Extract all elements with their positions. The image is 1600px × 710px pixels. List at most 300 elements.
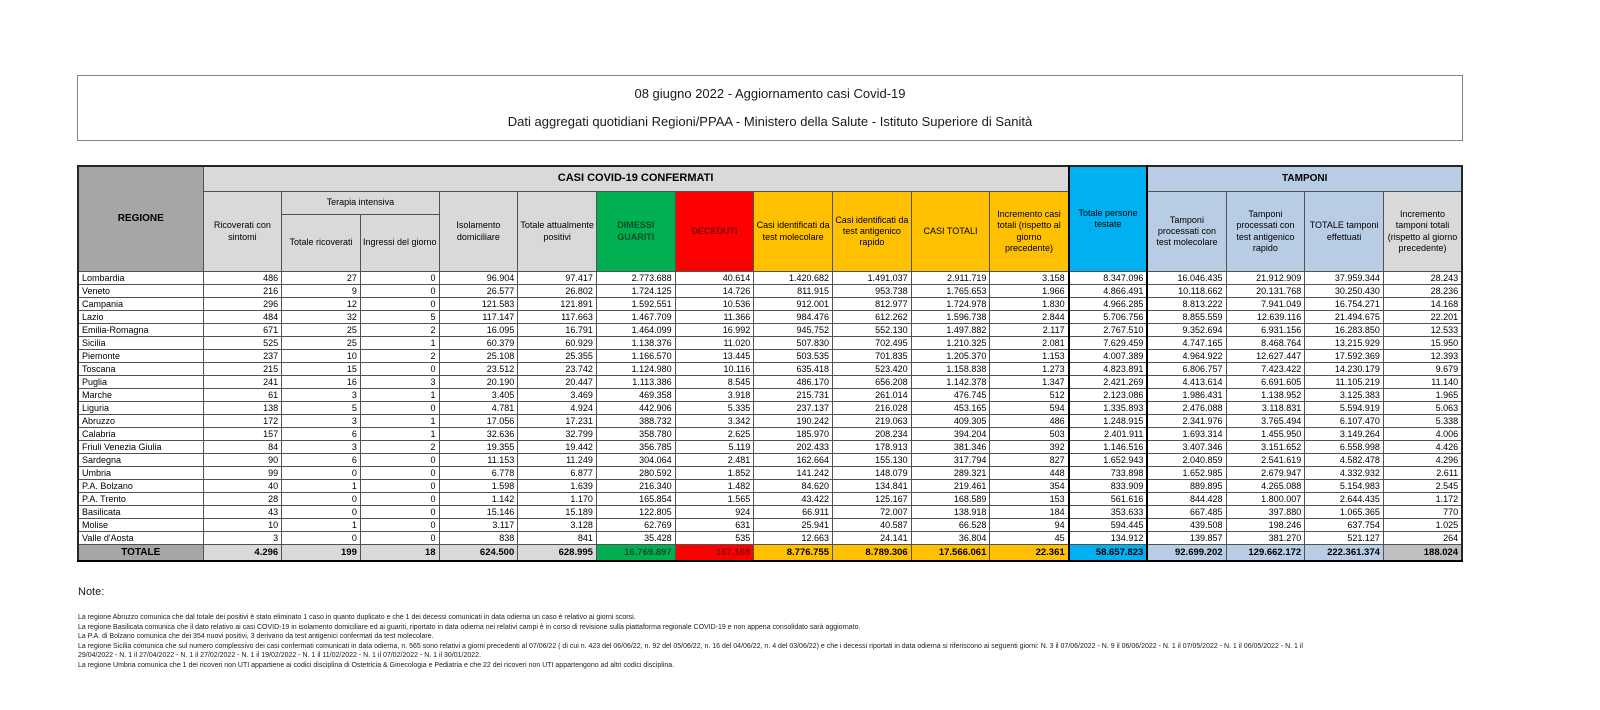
note-line: La P.A. di Bolzano comunica che dei 354 nuovi positivi, 3 derivano da test antigenici confermati da test molecolare.	[78, 633, 434, 641]
table-row	[78, 311, 1462, 324]
cell-totale-persone-testate: 5.706.756	[1069, 311, 1148, 324]
cell-terapia-intensiva-totale: 16	[282, 376, 361, 389]
cell-tamponi-test-antigenico-rapido: 7.423.422	[1226, 363, 1305, 376]
cell-terapia-intensiva-ingressi: 0	[360, 506, 439, 519]
group-header-terapia-intensiva: Terapia intensiva	[282, 192, 439, 215]
cell-dimessi-guariti: 358.780	[596, 428, 675, 441]
cell-casi-totali: 453.165	[911, 402, 990, 415]
cell-casi-test-molecolare: 635.418	[754, 363, 833, 376]
cell-ricoverati-con-sintomi: 99	[203, 467, 282, 480]
cell-incremento-tamponi-totali: 5.063	[1383, 402, 1462, 415]
region-name: P.A. Bolzano	[78, 480, 203, 493]
cell-tamponi-test-antigenico-rapido: 6.691.605	[1226, 376, 1305, 389]
cell-tamponi-test-antigenico-rapido: 20.131.768	[1226, 285, 1305, 298]
cell-terapia-intensiva-totale: 1	[282, 519, 361, 532]
cell-incremento-casi-totali: 94	[990, 519, 1069, 532]
cell-totale-persone-testate: 2.421.269	[1069, 376, 1148, 389]
cell-dimessi-guariti: 1.124.980	[596, 363, 675, 376]
cell-casi-test-molecolare: 84.620	[754, 480, 833, 493]
region-name: Puglia	[78, 376, 203, 389]
cell-terapia-intensiva-totale: 3	[282, 441, 361, 454]
total-terapia-intensiva-totale: 199	[282, 545, 361, 562]
table-row	[78, 415, 1462, 428]
column-header-incremento-tamponi: Incremento tamponi totali (rispetto al giorno precedente)	[1383, 192, 1462, 272]
cell-casi-test-antigenico-rapido: 134.841	[833, 480, 912, 493]
cell-tamponi-test-molecolare: 4.413.614	[1147, 376, 1226, 389]
total-casi-test-molecolare: 8.776.755	[754, 545, 833, 562]
cell-totale-persone-testate: 1.248.915	[1069, 415, 1148, 428]
cell-tamponi-test-antigenico-rapido: 3.765.494	[1226, 415, 1305, 428]
cell-ricoverati-con-sintomi: 671	[203, 324, 282, 337]
cell-terapia-intensiva-totale: 25	[282, 324, 361, 337]
column-header-totale-tamponi: TOTALE tamponi effettuati	[1305, 192, 1384, 272]
cell-incremento-casi-totali: 3.158	[990, 272, 1069, 285]
column-header-ricoverati: Ricoverati con sintomi	[203, 192, 282, 272]
group-header-tamponi: TAMPONI	[1147, 166, 1462, 192]
cell-isolamento-domiciliare: 6.778	[439, 467, 518, 480]
region-name: Piemonte	[78, 350, 203, 363]
cell-tamponi-test-antigenico-rapido: 2.679.947	[1226, 467, 1305, 480]
cell-terapia-intensiva-ingressi: 1	[360, 415, 439, 428]
cell-terapia-intensiva-totale: 0	[282, 467, 361, 480]
cell-totale-attualmente-positivi: 26.802	[518, 285, 597, 298]
table-row	[78, 298, 1462, 311]
table-row	[78, 350, 1462, 363]
cell-ricoverati-con-sintomi: 28	[203, 493, 282, 506]
cell-casi-test-molecolare: 202.433	[754, 441, 833, 454]
cell-tamponi-test-molecolare: 889.895	[1147, 480, 1226, 493]
cell-casi-totali: 1.142.378	[911, 376, 990, 389]
cell-casi-test-antigenico-rapido: 701.835	[833, 350, 912, 363]
cell-tamponi-test-molecolare: 4.964.922	[1147, 350, 1226, 363]
cell-casi-test-antigenico-rapido: 612.262	[833, 311, 912, 324]
cell-isolamento-domiciliare: 1.598	[439, 480, 518, 493]
cell-isolamento-domiciliare: 23.512	[439, 363, 518, 376]
cell-casi-test-antigenico-rapido: 148.079	[833, 467, 912, 480]
cell-totale-tamponi-effettuati: 2.644.435	[1305, 493, 1384, 506]
cell-incremento-tamponi-totali: 264	[1383, 532, 1462, 545]
cell-totale-attualmente-positivi: 60.929	[518, 337, 597, 350]
cell-casi-test-antigenico-rapido: 178.913	[833, 441, 912, 454]
covid-data-table	[77, 165, 1463, 562]
cell-casi-test-molecolare: 215.731	[754, 389, 833, 402]
column-header-regione: REGIONE	[78, 166, 203, 272]
cell-deceduti: 40.614	[675, 272, 754, 285]
page-subtitle: Dati aggregati quotidiani Regioni/PPAA - Ministero della Salute - Istituto Superiore di Sanità	[507, 114, 1033, 129]
cell-casi-totali: 476.745	[911, 389, 990, 402]
cell-incremento-tamponi-totali: 12.533	[1383, 324, 1462, 337]
column-header-casi-totali: CASI TOTALI	[911, 192, 990, 272]
cell-totale-tamponi-effettuati: 4.332.932	[1305, 467, 1384, 480]
cell-deceduti: 1.565	[675, 493, 754, 506]
column-header-terapia-ingressi: Ingressi del giorno	[360, 215, 439, 272]
cell-casi-test-molecolare: 503.535	[754, 350, 833, 363]
cell-totale-tamponi-effettuati: 13.215.929	[1305, 337, 1384, 350]
cell-casi-test-antigenico-rapido: 216.028	[833, 402, 912, 415]
cell-tamponi-test-antigenico-rapido: 3.118.831	[1226, 402, 1305, 415]
cell-tamponi-test-molecolare: 8.813.222	[1147, 298, 1226, 311]
table-header	[78, 166, 1462, 272]
cell-terapia-intensiva-totale: 25	[282, 337, 361, 350]
total-totale-persone-testate: 58.657.823	[1069, 545, 1148, 562]
cell-deceduti: 535	[675, 532, 754, 545]
cell-dimessi-guariti: 469.358	[596, 389, 675, 402]
cell-ricoverati-con-sintomi: 296	[203, 298, 282, 311]
cell-dimessi-guariti: 1.467.709	[596, 311, 675, 324]
cell-dimessi-guariti: 122.805	[596, 506, 675, 519]
cell-casi-test-antigenico-rapido: 261.014	[833, 389, 912, 402]
cell-totale-tamponi-effettuati: 14.230.179	[1305, 363, 1384, 376]
cell-incremento-casi-totali: 827	[990, 454, 1069, 467]
cell-tamponi-test-molecolare: 8.855.559	[1147, 311, 1226, 324]
cell-incremento-casi-totali: 594	[990, 402, 1069, 415]
cell-ricoverati-con-sintomi: 61	[203, 389, 282, 402]
cell-dimessi-guariti: 1.592.551	[596, 298, 675, 311]
cell-totale-persone-testate: 4.866.491	[1069, 285, 1148, 298]
cell-incremento-casi-totali: 1.830	[990, 298, 1069, 311]
cell-totale-tamponi-effettuati: 30.250.430	[1305, 285, 1384, 298]
cell-incremento-tamponi-totali: 1.025	[1383, 519, 1462, 532]
cell-totale-attualmente-positivi: 841	[518, 532, 597, 545]
cell-dimessi-guariti: 35.428	[596, 532, 675, 545]
cell-ricoverati-con-sintomi: 10	[203, 519, 282, 532]
cell-totale-tamponi-effettuati: 3.149.264	[1305, 428, 1384, 441]
cell-isolamento-domiciliare: 19.355	[439, 441, 518, 454]
cell-totale-attualmente-positivi: 4.924	[518, 402, 597, 415]
total-tamponi-test-antigenico-rapido: 129.662.172	[1226, 545, 1305, 562]
cell-incremento-casi-totali: 153	[990, 493, 1069, 506]
cell-totale-persone-testate: 7.629.459	[1069, 337, 1148, 350]
cell-totale-persone-testate: 561.616	[1069, 493, 1148, 506]
column-header-tamponi-molecolare: Tamponi processati con test molecolare	[1147, 192, 1226, 272]
total-isolamento-domiciliare: 624.500	[439, 545, 518, 562]
cell-isolamento-domiciliare: 96.904	[439, 272, 518, 285]
cell-totale-tamponi-effettuati: 5.154.983	[1305, 480, 1384, 493]
cell-totale-persone-testate: 1.652.943	[1069, 454, 1148, 467]
cell-totale-persone-testate: 2.401.911	[1069, 428, 1148, 441]
cell-casi-test-antigenico-rapido: 24.141	[833, 532, 912, 545]
cell-casi-test-antigenico-rapido: 208.234	[833, 428, 912, 441]
cell-totale-persone-testate: 1.335.893	[1069, 402, 1148, 415]
region-name: Sardegna	[78, 454, 203, 467]
cell-isolamento-domiciliare: 16.095	[439, 324, 518, 337]
cell-isolamento-domiciliare: 117.147	[439, 311, 518, 324]
cell-terapia-intensiva-totale: 9	[282, 285, 361, 298]
cell-tamponi-test-molecolare: 2.476.088	[1147, 402, 1226, 415]
cell-casi-test-molecolare: 66.911	[754, 506, 833, 519]
region-name: Basilicata	[78, 506, 203, 519]
column-header-terapia-totale: Totale ricoverati	[282, 215, 361, 272]
cell-casi-test-molecolare: 811.915	[754, 285, 833, 298]
cell-incremento-casi-totali: 354	[990, 480, 1069, 493]
cell-ricoverati-con-sintomi: 216	[203, 285, 282, 298]
cell-ricoverati-con-sintomi: 486	[203, 272, 282, 285]
cell-terapia-intensiva-ingressi: 0	[360, 454, 439, 467]
cell-tamponi-test-antigenico-rapido: 6.931.156	[1226, 324, 1305, 337]
cell-terapia-intensiva-ingressi: 0	[360, 532, 439, 545]
cell-dimessi-guariti: 388.732	[596, 415, 675, 428]
cell-terapia-intensiva-totale: 32	[282, 311, 361, 324]
group-header-casi-confermati: CASI COVID-19 CONFERMATI	[203, 166, 1069, 192]
cell-ricoverati-con-sintomi: 40	[203, 480, 282, 493]
cell-incremento-tamponi-totali: 14.168	[1383, 298, 1462, 311]
region-name: P.A. Trento	[78, 493, 203, 506]
cell-tamponi-test-antigenico-rapido: 8.468.764	[1226, 337, 1305, 350]
page-title: 08 giugno 2022 - Aggiornamento casi Covid-19	[634, 86, 906, 101]
table-row	[78, 454, 1462, 467]
cell-totale-tamponi-effettuati: 4.582.478	[1305, 454, 1384, 467]
column-header-incremento-casi: Incremento casi totali (rispetto al giorno precedente)	[990, 192, 1069, 272]
cell-casi-totali: 2.911.719	[911, 272, 990, 285]
cell-casi-test-molecolare: 185.970	[754, 428, 833, 441]
cell-totale-attualmente-positivi: 17.231	[518, 415, 597, 428]
cell-ricoverati-con-sintomi: 43	[203, 506, 282, 519]
cell-tamponi-test-antigenico-rapido: 397.880	[1226, 506, 1305, 519]
cell-totale-persone-testate: 4.007.389	[1069, 350, 1148, 363]
cell-terapia-intensiva-ingressi: 0	[360, 298, 439, 311]
cell-casi-totali: 168.589	[911, 493, 990, 506]
cell-casi-totali: 219.461	[911, 480, 990, 493]
cell-totale-attualmente-positivi: 16.791	[518, 324, 597, 337]
cell-totale-attualmente-positivi: 23.742	[518, 363, 597, 376]
cell-casi-totali: 1.765.653	[911, 285, 990, 298]
cell-incremento-tamponi-totali: 28.236	[1383, 285, 1462, 298]
cell-dimessi-guariti: 442.906	[596, 402, 675, 415]
note-line: 29/04/2022 - N. 1 il 27/04/2022 - N. 1 il 27/02/2022 - N. 1 il 19/02/2022 - N. 1 il 11/02/2022 - N. 1 il 07/02/2022 - N. 1 il 30/01/2022.	[78, 652, 482, 660]
cell-terapia-intensiva-totale: 5	[282, 402, 361, 415]
column-header-deceduti: DECEDUTI	[675, 192, 754, 272]
table-row	[78, 376, 1462, 389]
total-dimessi-guariti: 16.769.897	[596, 545, 675, 562]
notes-lines	[78, 613, 1548, 671]
cell-ricoverati-con-sintomi: 172	[203, 415, 282, 428]
cell-incremento-tamponi-totali: 4.296	[1383, 454, 1462, 467]
notes-section	[78, 586, 1548, 671]
cell-casi-test-molecolare: 25.941	[754, 519, 833, 532]
cell-totale-attualmente-positivi: 20.447	[518, 376, 597, 389]
region-name: Liguria	[78, 402, 203, 415]
cell-tamponi-test-antigenico-rapido: 12.627.447	[1226, 350, 1305, 363]
region-name: Veneto	[78, 285, 203, 298]
cell-tamponi-test-molecolare: 1.693.314	[1147, 428, 1226, 441]
cell-incremento-tamponi-totali: 1.172	[1383, 493, 1462, 506]
cell-incremento-tamponi-totali: 770	[1383, 506, 1462, 519]
region-name: Marche	[78, 389, 203, 402]
cell-deceduti: 11.020	[675, 337, 754, 350]
cell-incremento-tamponi-totali: 1.965	[1383, 389, 1462, 402]
cell-incremento-casi-totali: 503	[990, 428, 1069, 441]
cell-tamponi-test-antigenico-rapido: 12.639.116	[1226, 311, 1305, 324]
table-row	[78, 493, 1462, 506]
cell-terapia-intensiva-totale: 0	[282, 506, 361, 519]
cell-totale-persone-testate: 4.966.285	[1069, 298, 1148, 311]
cell-terapia-intensiva-ingressi: 1	[360, 389, 439, 402]
cell-tamponi-test-molecolare: 439.508	[1147, 519, 1226, 532]
cell-incremento-tamponi-totali: 5.338	[1383, 415, 1462, 428]
cell-totale-tamponi-effettuati: 11.105.219	[1305, 376, 1384, 389]
cell-dimessi-guariti: 1.464.099	[596, 324, 675, 337]
cell-terapia-intensiva-totale: 10	[282, 350, 361, 363]
cell-tamponi-test-antigenico-rapido: 198.246	[1226, 519, 1305, 532]
cell-terapia-intensiva-totale: 1	[282, 480, 361, 493]
cell-totale-attualmente-positivi: 25.355	[518, 350, 597, 363]
cell-terapia-intensiva-ingressi: 0	[360, 467, 439, 480]
cell-ricoverati-con-sintomi: 215	[203, 363, 282, 376]
cell-dimessi-guariti: 1.724.125	[596, 285, 675, 298]
region-name: Valle d'Aosta	[78, 532, 203, 545]
cell-terapia-intensiva-ingressi: 2	[360, 350, 439, 363]
total-incremento-casi-totali: 22.361	[990, 545, 1069, 562]
column-header-casi-molecolare: Casi identificati da test molecolare	[754, 192, 833, 272]
cell-casi-test-molecolare: 945.752	[754, 324, 833, 337]
cell-tamponi-test-molecolare: 139.857	[1147, 532, 1226, 545]
cell-terapia-intensiva-totale: 6	[282, 454, 361, 467]
cell-dimessi-guariti: 216.340	[596, 480, 675, 493]
total-incremento-tamponi-totali: 188.024	[1383, 545, 1462, 562]
table-row	[78, 428, 1462, 441]
cell-casi-totali: 394.204	[911, 428, 990, 441]
cell-totale-persone-testate: 8.347.096	[1069, 272, 1148, 285]
note-line: La regione Basilicata comunica che il dato relativo ai casi COVID-19 in isolamento domiciliare ed ai guariti, riportato in data odierna nei relativi campi è in corso di revisione sulla piattaforma regionale COVID-19 e non appena consolidato sarà aggiornato.	[78, 623, 861, 631]
cell-ricoverati-con-sintomi: 3	[203, 532, 282, 545]
cell-tamponi-test-molecolare: 2.040.859	[1147, 454, 1226, 467]
cell-ricoverati-con-sintomi: 525	[203, 337, 282, 350]
cell-ricoverati-con-sintomi: 237	[203, 350, 282, 363]
table-body	[78, 272, 1462, 545]
cell-totale-attualmente-positivi: 19.442	[518, 441, 597, 454]
cell-deceduti: 5.119	[675, 441, 754, 454]
cell-deceduti: 3.918	[675, 389, 754, 402]
cell-totale-tamponi-effettuati: 637.754	[1305, 519, 1384, 532]
cell-incremento-tamponi-totali: 4.426	[1383, 441, 1462, 454]
cell-deceduti: 924	[675, 506, 754, 519]
cell-casi-test-molecolare: 162.664	[754, 454, 833, 467]
cell-terapia-intensiva-ingressi: 0	[360, 493, 439, 506]
cell-casi-test-molecolare: 141.242	[754, 467, 833, 480]
cell-isolamento-domiciliare: 17.056	[439, 415, 518, 428]
cell-totale-persone-testate: 134.912	[1069, 532, 1148, 545]
table-row	[78, 272, 1462, 285]
cell-casi-test-antigenico-rapido: 72.007	[833, 506, 912, 519]
cell-totale-persone-testate: 1.146.516	[1069, 441, 1148, 454]
cell-isolamento-domiciliare: 32.636	[439, 428, 518, 441]
cell-incremento-tamponi-totali: 2.545	[1383, 480, 1462, 493]
table-row	[78, 324, 1462, 337]
column-header-persone-testate: Totale persone testate	[1069, 166, 1148, 272]
cell-deceduti: 3.342	[675, 415, 754, 428]
cell-isolamento-domiciliare: 60.379	[439, 337, 518, 350]
cell-totale-tamponi-effettuati: 1.065.365	[1305, 506, 1384, 519]
cell-tamponi-test-molecolare: 4.747.165	[1147, 337, 1226, 350]
total-terapia-intensiva-ingressi: 18	[360, 545, 439, 562]
cell-ricoverati-con-sintomi: 84	[203, 441, 282, 454]
cell-isolamento-domiciliare: 1.142	[439, 493, 518, 506]
total-tamponi-test-molecolare: 92.699.202	[1147, 545, 1226, 562]
region-name: Emilia-Romagna	[78, 324, 203, 337]
cell-casi-totali: 289.321	[911, 467, 990, 480]
total-row	[78, 545, 1462, 562]
cell-tamponi-test-antigenico-rapido: 1.138.952	[1226, 389, 1305, 402]
cell-isolamento-domiciliare: 15.146	[439, 506, 518, 519]
cell-casi-test-molecolare: 190.242	[754, 415, 833, 428]
cell-isolamento-domiciliare: 25.108	[439, 350, 518, 363]
cell-incremento-casi-totali: 2.081	[990, 337, 1069, 350]
cell-casi-test-antigenico-rapido: 219.063	[833, 415, 912, 428]
cell-totale-tamponi-effettuati: 37.959.344	[1305, 272, 1384, 285]
cell-incremento-casi-totali: 448	[990, 467, 1069, 480]
region-name: Abruzzo	[78, 415, 203, 428]
cell-deceduti: 16.992	[675, 324, 754, 337]
table-row	[78, 363, 1462, 376]
cell-dimessi-guariti: 1.113.386	[596, 376, 675, 389]
table-row	[78, 389, 1462, 402]
cell-casi-totali: 317.794	[911, 454, 990, 467]
cell-isolamento-domiciliare: 838	[439, 532, 518, 545]
cell-deceduti: 5.335	[675, 402, 754, 415]
table-row	[78, 467, 1462, 480]
cell-casi-totali: 1.210.325	[911, 337, 990, 350]
total-casi-test-antigenico-rapido: 8.789.306	[833, 545, 912, 562]
cell-incremento-casi-totali: 512	[990, 389, 1069, 402]
cell-dimessi-guariti: 280.592	[596, 467, 675, 480]
cell-terapia-intensiva-ingressi: 2	[360, 324, 439, 337]
cell-casi-totali: 66.528	[911, 519, 990, 532]
cell-terapia-intensiva-ingressi: 5	[360, 311, 439, 324]
table-row	[78, 337, 1462, 350]
cell-deceduti: 2.481	[675, 454, 754, 467]
cell-casi-test-molecolare: 237.137	[754, 402, 833, 415]
cell-casi-test-antigenico-rapido: 1.491.037	[833, 272, 912, 285]
cell-terapia-intensiva-ingressi: 1	[360, 337, 439, 350]
cell-tamponi-test-molecolare: 6.806.757	[1147, 363, 1226, 376]
cell-totale-persone-testate: 353.633	[1069, 506, 1148, 519]
region-name: Campania	[78, 298, 203, 311]
cell-totale-tamponi-effettuati: 3.125.383	[1305, 389, 1384, 402]
cell-dimessi-guariti: 165.854	[596, 493, 675, 506]
cell-casi-test-antigenico-rapido: 702.495	[833, 337, 912, 350]
cell-dimessi-guariti: 62.769	[596, 519, 675, 532]
region-name: Lazio	[78, 311, 203, 324]
cell-incremento-casi-totali: 1.153	[990, 350, 1069, 363]
cell-deceduti: 2.625	[675, 428, 754, 441]
cell-terapia-intensiva-totale: 3	[282, 415, 361, 428]
cell-incremento-casi-totali: 2.117	[990, 324, 1069, 337]
cell-deceduti: 14.726	[675, 285, 754, 298]
cell-incremento-tamponi-totali: 22.201	[1383, 311, 1462, 324]
total-ricoverati-con-sintomi: 4.296	[203, 545, 282, 562]
cell-totale-persone-testate: 833.909	[1069, 480, 1148, 493]
cell-totale-persone-testate: 733.898	[1069, 467, 1148, 480]
cell-terapia-intensiva-totale: 0	[282, 532, 361, 545]
cell-totale-attualmente-positivi: 6.877	[518, 467, 597, 480]
column-header-isolamento: Isolamento domiciliare	[439, 192, 518, 272]
cell-casi-test-antigenico-rapido: 523.420	[833, 363, 912, 376]
cell-casi-test-molecolare: 12.663	[754, 532, 833, 545]
region-name: Umbria	[78, 467, 203, 480]
cell-terapia-intensiva-ingressi: 0	[360, 480, 439, 493]
cell-casi-test-antigenico-rapido: 812.977	[833, 298, 912, 311]
cell-incremento-tamponi-totali: 11.140	[1383, 376, 1462, 389]
table-row	[78, 441, 1462, 454]
cell-incremento-casi-totali: 1.966	[990, 285, 1069, 298]
table-row	[78, 532, 1462, 545]
cell-ricoverati-con-sintomi: 241	[203, 376, 282, 389]
cell-incremento-tamponi-totali: 2.611	[1383, 467, 1462, 480]
region-name: Sicilia	[78, 337, 203, 350]
cell-terapia-intensiva-ingressi: 2	[360, 441, 439, 454]
cell-isolamento-domiciliare: 26.577	[439, 285, 518, 298]
cell-tamponi-test-molecolare: 1.986.431	[1147, 389, 1226, 402]
